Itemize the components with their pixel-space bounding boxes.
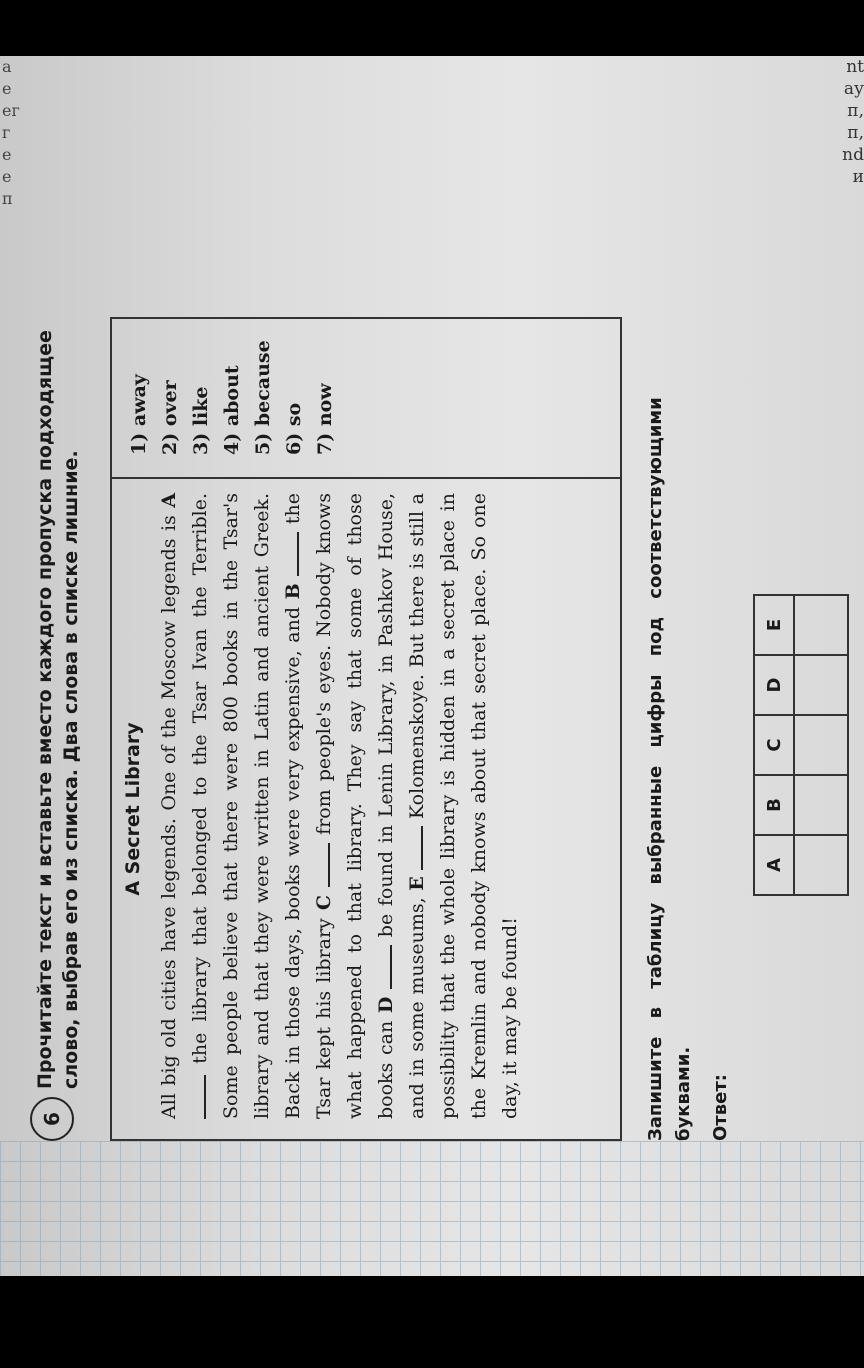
gap-c-label: C	[313, 895, 335, 911]
answer-cell-e[interactable]	[794, 595, 848, 655]
table-instruction: Запишите в таблицу выбранные цифры под соответствующими буквами.	[645, 397, 694, 1141]
task-instruction: Прочитайте текст и вставьте вместо каждого пропуска подходящее слово, выбрав его из списка. Два слова в списке лишние.	[34, 330, 82, 1089]
edge-fragment: г	[2, 123, 11, 142]
edge-fragment: п	[2, 189, 13, 208]
answer-label: Ответ:	[710, 1074, 731, 1141]
story-part-3: the Tsar kept his library	[282, 493, 335, 1119]
story-title: A Secret Library	[122, 722, 144, 896]
edge-fragment: и	[852, 167, 864, 187]
gap-e-label: E	[406, 876, 428, 891]
answer-header-d: D	[754, 655, 794, 715]
gap-b-blank	[283, 532, 299, 576]
option-2: 2) over	[159, 380, 181, 455]
answer-table	[753, 594, 849, 896]
gap-a-label: A	[158, 493, 180, 508]
story-panel	[112, 477, 620, 1139]
answer-cell-a[interactable]	[794, 835, 848, 895]
gap-e-blank	[407, 826, 423, 870]
option-3: 3) like	[190, 386, 212, 455]
option-1: 1) away	[128, 374, 150, 455]
edge-fragment: nd	[842, 145, 864, 165]
edge-fragment: а	[2, 57, 12, 76]
story-part-4: from people's eyes. Nobody knows what happened to that library. They say that some of those books can	[313, 493, 397, 1119]
option-5: 5) because	[252, 340, 274, 455]
story-part-6: Kolomenskoye. But there is still a possibility that the whole library is hidden in a secret place in the Kremlin and nobody knows about that secret place. So one day, it may be found!	[406, 493, 521, 1119]
answer-header-a: A	[754, 835, 794, 895]
answer-header-b: B	[754, 775, 794, 835]
edge-fragment: п,	[847, 101, 864, 121]
edge-fragment: ег	[2, 101, 20, 120]
edge-fragment: е	[2, 167, 12, 186]
answer-header-c: C	[754, 715, 794, 775]
story-part-2: the library that belonged to the Tsar Ivan the Terrible. Some people believe that there were 800 books in the Tsar's library and that they were written in Latin and ancient Greek. Back in those days, books were very expensive, and	[189, 493, 304, 1119]
far-edge-fragments	[2, 56, 22, 210]
photo-background	[0, 56, 864, 1276]
answer-cell-b[interactable]	[794, 775, 848, 835]
story-part-5: be found in Lenin Library, in Pashkov House, and in some museums,	[375, 492, 428, 1119]
edge-fragment: nt	[846, 57, 864, 77]
rotated-page	[30, 261, 860, 1141]
edge-fragment: п,	[847, 123, 864, 143]
answer-cell-d[interactable]	[794, 655, 848, 715]
gap-d-blank	[376, 945, 392, 989]
answer-input-row	[794, 595, 848, 895]
text-box	[110, 317, 622, 1141]
answer-header-e: E	[754, 595, 794, 655]
answer-cell-c[interactable]	[794, 715, 848, 775]
story-part-1: All big old cities have legends. One of the Moscow legends is	[158, 515, 180, 1119]
word-options	[112, 327, 341, 467]
edge-fragment: е	[2, 79, 12, 98]
answer-header-row	[754, 595, 794, 895]
option-7: 7) now	[314, 383, 336, 455]
left-edge-fragments	[834, 56, 864, 188]
edge-fragment: е	[2, 145, 12, 164]
gap-a-blank	[190, 1075, 206, 1119]
option-4: 4) about	[221, 365, 243, 455]
graph-paper	[0, 1141, 864, 1276]
story-text	[144, 479, 526, 1139]
edge-fragment: ау	[843, 79, 864, 99]
gap-b-label: B	[282, 583, 304, 600]
task-number: 6	[30, 1097, 74, 1141]
gap-d-label: D	[375, 996, 397, 1014]
gap-c-blank	[314, 843, 330, 887]
option-6: 6) so	[283, 402, 305, 455]
